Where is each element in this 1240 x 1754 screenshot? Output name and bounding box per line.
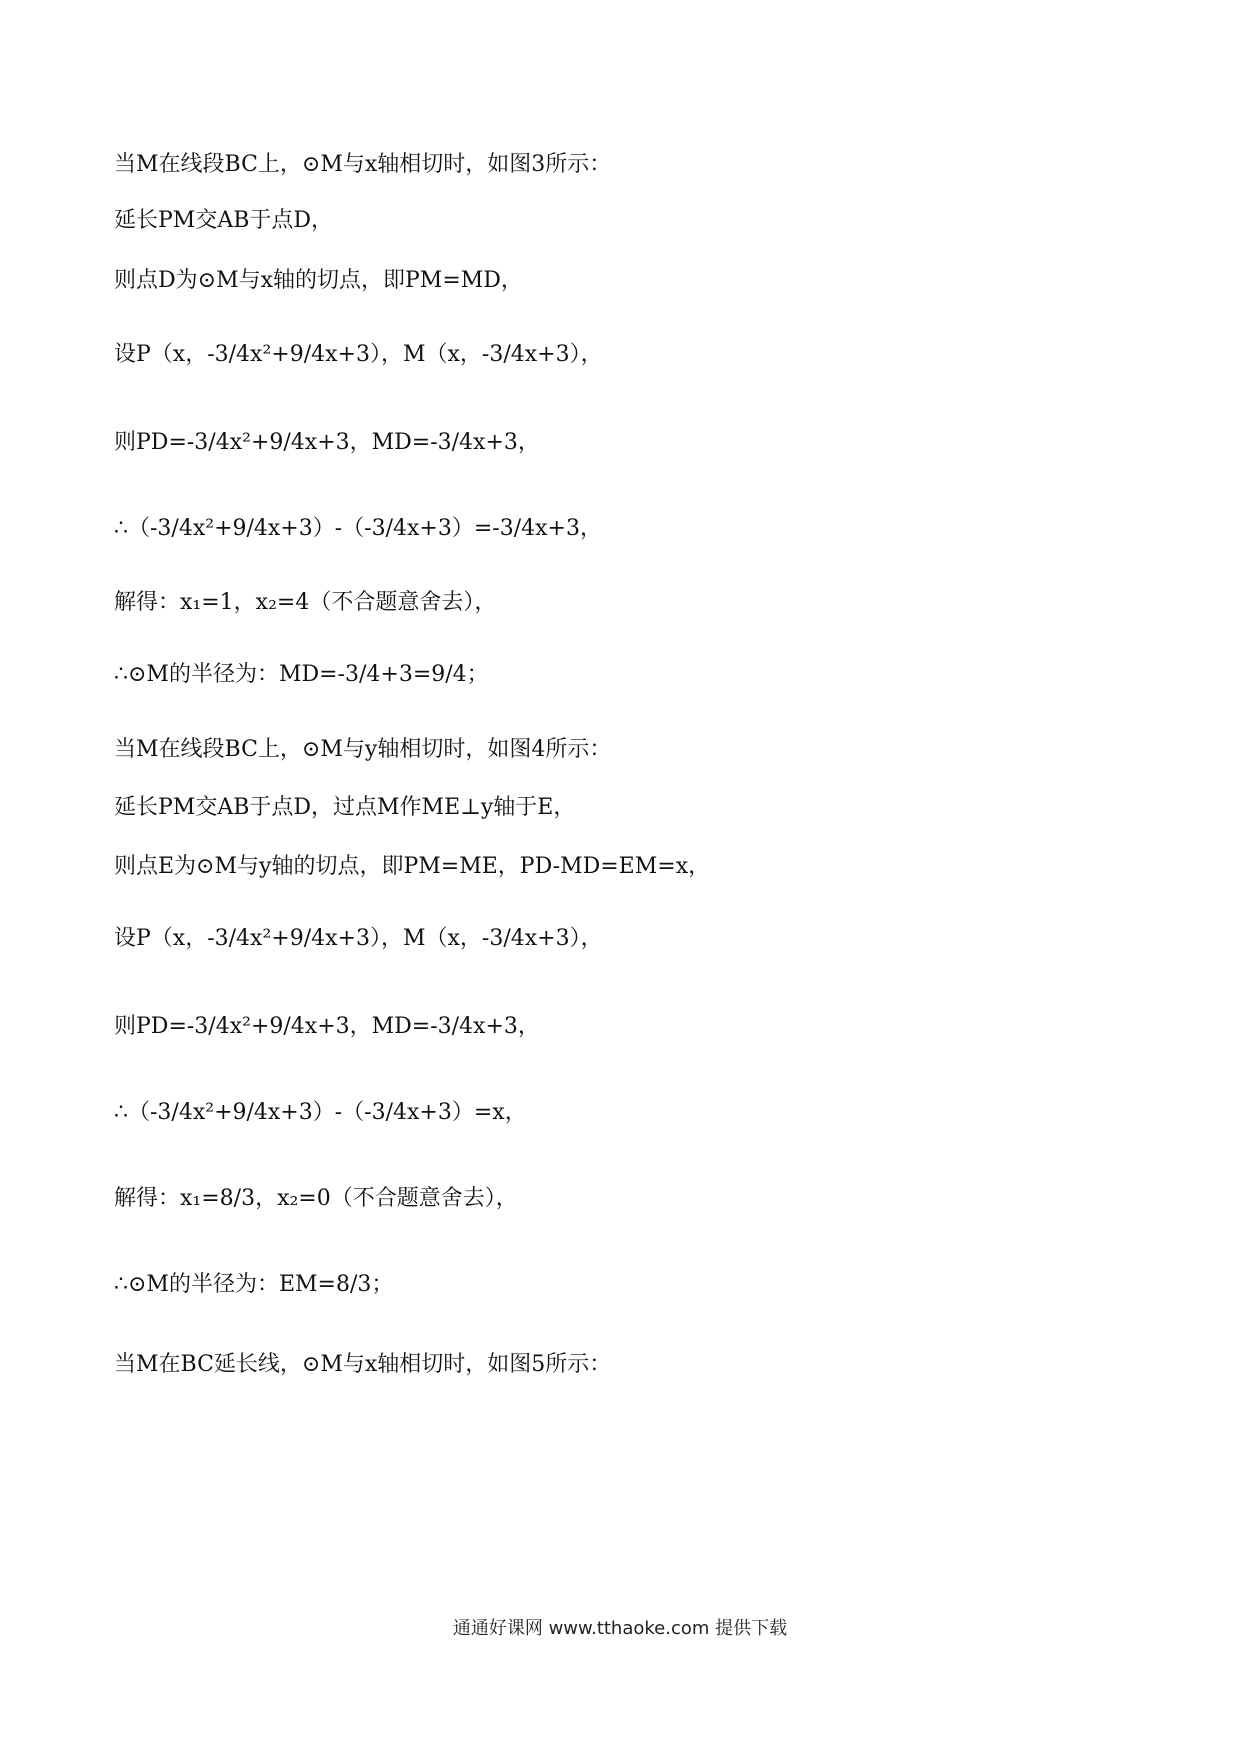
text-line (114, 206, 333, 236)
text-line (114, 150, 611, 180)
page-footer (0, 1614, 1240, 1640)
line-text: 则点D为⊙M与x轴的切点，即PM=MD， (114, 268, 523, 293)
line-text: ∴（-3/4x²+9/4x+3）-（-3/4x+3）=-3/4x+3， (114, 516, 602, 541)
line-text: 设P（x，-3/4x²+9/4x+3），M（x，-3/4x+3）， (114, 926, 603, 951)
text-line (114, 340, 603, 370)
text-line (114, 588, 496, 618)
line-text: 则PD=-3/4x²+9/4x+3，MD=-3/4x+3， (114, 1014, 540, 1039)
line-text: 当M在BC延长线，⊙M与x轴相切时，如图5所示： (114, 1352, 612, 1377)
line-text: ∴⊙M的半径为：MD=-3/4+3=9/4； (114, 662, 489, 687)
line-text: 当M在线段BC上，⊙M与y轴相切时，如图4所示： (114, 737, 612, 762)
text-line (114, 428, 540, 458)
text-line (114, 924, 603, 954)
line-text: ∴（-3/4x²+9/4x+3）-（-3/4x+3）=x， (114, 1100, 527, 1125)
line-text: 解得：x₁=1，x₂=4（不合题意舍去）， (114, 590, 497, 615)
text-line (114, 1184, 518, 1214)
text-line (114, 660, 489, 690)
text-line (114, 735, 611, 765)
text-line (114, 514, 602, 544)
text-line (114, 1270, 393, 1300)
footer-text: 通通好课网 www.tthaoke.com 提供下载 (452, 1618, 788, 1639)
text-line (114, 1098, 527, 1128)
line-text: 延长PM交AB于点D，过点M作ME⊥y轴于E， (114, 795, 576, 820)
text-line (114, 852, 710, 882)
line-text: 则PD=-3/4x²+9/4x+3，MD=-3/4x+3， (114, 430, 540, 455)
text-line (114, 1012, 540, 1042)
line-text: ∴⊙M的半径为：EM=8/3； (114, 1272, 394, 1297)
line-text: 延长PM交AB于点D， (114, 208, 334, 233)
text-line (114, 793, 575, 823)
line-text: 解得：x₁=8/3，x₂=0（不合题意舍去）， (114, 1186, 518, 1211)
text-line (114, 1350, 611, 1380)
line-text: 当M在线段BC上，⊙M与x轴相切时，如图3所示： (114, 152, 612, 177)
text-line (114, 266, 523, 296)
line-text: 则点E为⊙M与y轴的切点，即PM=ME，PD-MD=EM=x， (114, 854, 711, 879)
line-text: 设P（x，-3/4x²+9/4x+3），M（x，-3/4x+3）， (114, 342, 603, 367)
